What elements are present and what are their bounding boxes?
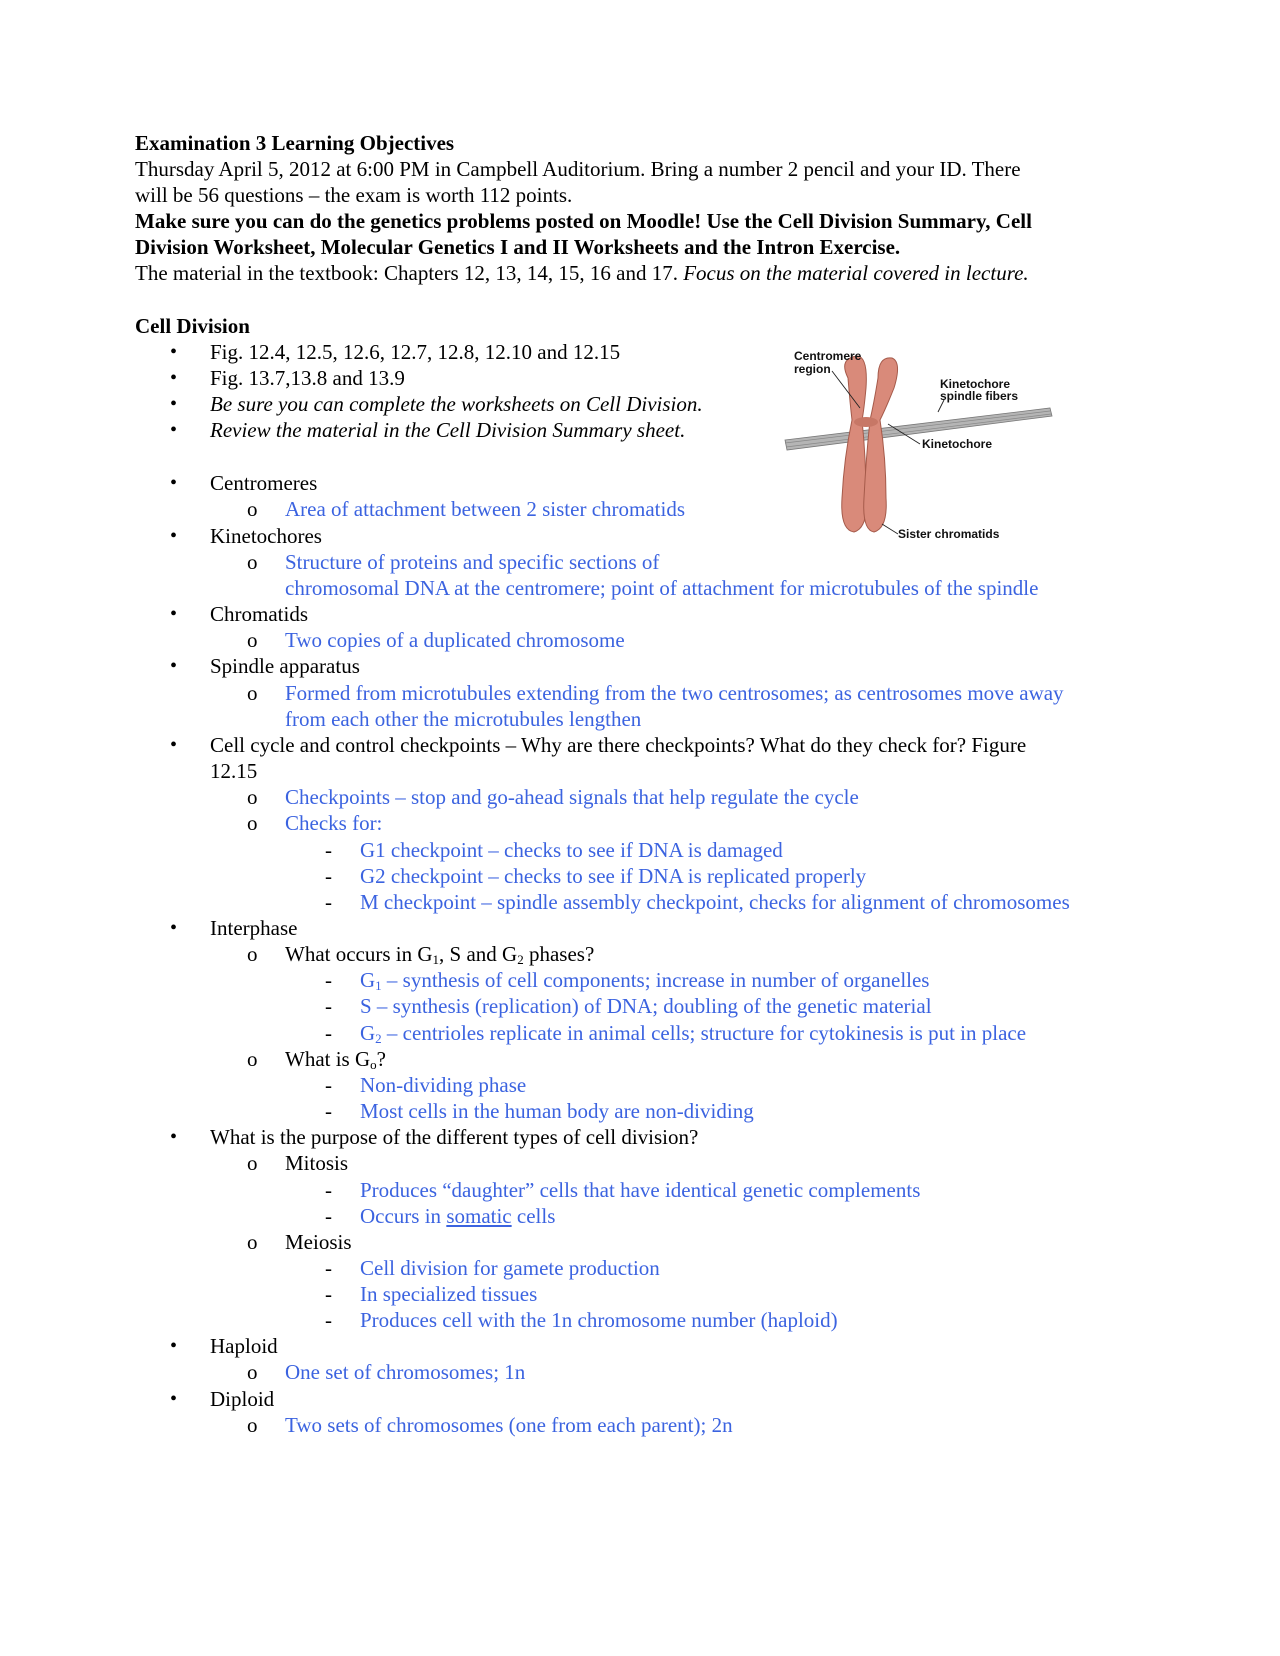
sub-bullet-icon: o bbox=[247, 497, 258, 521]
intro-item: Fig. 12.4, 12.5, 12.6, 12.7, 12.8, 12.10 and 12.15 bbox=[210, 340, 621, 364]
bullet-icon: • bbox=[170, 419, 178, 441]
sub-bullet-icon: o bbox=[247, 1151, 258, 1175]
bullet-icon: • bbox=[170, 655, 178, 677]
g0-question: What is $G_o$? bbox=[285, 1047, 386, 1072]
bullet-icon: • bbox=[170, 603, 178, 625]
dash-icon: - bbox=[325, 968, 332, 992]
sub-bullet-icon: o bbox=[247, 628, 258, 652]
sub-bullet-icon: o bbox=[247, 1413, 258, 1437]
moodle-note-line-1: Make sure you can do the genetics problems posted on Moodle! Use the Cell Division Summary, Cell bbox=[135, 209, 1032, 233]
meiosis-point-3: Produces cell with the 1n chromosome number (haploid) bbox=[360, 1308, 838, 1332]
bullet-icon: • bbox=[170, 1388, 178, 1410]
meiosis-point-2: In specialized tissues bbox=[360, 1282, 538, 1306]
sub-bullet-icon: o bbox=[247, 1230, 258, 1254]
g2-checkpoint: G2 checkpoint – checks to see if DNA is replicated properly bbox=[360, 864, 867, 888]
intro-item: Be sure you can complete the worksheets on Cell Division. bbox=[210, 392, 703, 416]
bullet-icon: • bbox=[170, 917, 178, 939]
dash-icon: - bbox=[325, 838, 332, 862]
g2-phase: $G_2$ – centrioles replicate in animal cells; structure for cytokinesis is put in place bbox=[360, 1021, 1027, 1046]
centromeres-definition: Area of attachment between 2 sister chromatids bbox=[285, 497, 686, 521]
s-phase: S – synthesis (replication) of DNA; doubling of the genetic material bbox=[360, 994, 932, 1018]
g1-phase: $G_1$ – synthesis of cell components; increase in number of organelles bbox=[360, 968, 930, 993]
intro-item: Fig. 13.7,13.8 and 13.9 bbox=[210, 366, 405, 390]
dash-icon: - bbox=[325, 994, 332, 1018]
material-note: The material in the textbook: Chapters 12, 13, 14, 15, 16 and 17. Focus on the material covered in lecture. bbox=[135, 261, 1029, 285]
section-title: Cell Division bbox=[135, 314, 250, 338]
exam-title: Examination 3 Learning Objectives bbox=[135, 131, 455, 155]
pointer-sister-chromatids bbox=[882, 524, 898, 534]
label-kinetochore: Kinetochore bbox=[922, 437, 993, 451]
term-centromeres: Centromeres bbox=[210, 471, 318, 495]
exam-info-line-2: will be 56 questions – the exam is worth 112 points. bbox=[135, 183, 573, 207]
term-chromatids: Chromatids bbox=[210, 602, 308, 626]
dash-icon: - bbox=[325, 1256, 332, 1280]
exam-info-line-1: Thursday April 5, 2012 at 6:00 PM in Campbell Auditorium. Bring a number 2 pencil and your ID. There bbox=[135, 157, 1021, 181]
checks-for: Checks for: bbox=[285, 811, 383, 835]
phases-question: What occurs in $G_1$, S and $G_2$ phases? bbox=[285, 942, 595, 967]
label-centromere-2: region bbox=[794, 362, 831, 376]
chromosome-figure bbox=[770, 348, 1070, 558]
spindle-definition-1: Formed from microtubules extending from the two centrosomes; as centrosomes move away bbox=[285, 681, 1064, 705]
term-meiosis: Meiosis bbox=[285, 1230, 352, 1254]
spindle-fibers bbox=[785, 408, 1052, 450]
term-kinetochores: Kinetochores bbox=[210, 524, 322, 548]
dash-icon: - bbox=[325, 1308, 332, 1332]
spindle-definition-2: from each other the microtubules lengthen bbox=[285, 707, 642, 731]
chromatids-definition: Two copies of a duplicated chromosome bbox=[285, 628, 625, 652]
cell-cycle-question-2: 12.15 bbox=[210, 759, 258, 783]
sub-bullet-icon: o bbox=[247, 1360, 258, 1384]
mitosis-point-2: Occurs in somatic cells bbox=[360, 1204, 556, 1228]
dash-icon: - bbox=[325, 1021, 332, 1045]
sub-bullet-icon: o bbox=[247, 811, 258, 835]
sub-bullet-icon: o bbox=[247, 1047, 258, 1071]
sub-bullet-icon: o bbox=[247, 785, 258, 809]
dash-icon: - bbox=[325, 864, 332, 888]
bullet-icon: • bbox=[170, 1335, 178, 1357]
term-mitosis: Mitosis bbox=[285, 1151, 349, 1175]
bullet-icon: • bbox=[170, 393, 178, 415]
intro-item: Review the material in the Cell Division Summary sheet. bbox=[210, 418, 686, 442]
chromosome-illustration bbox=[842, 356, 898, 532]
checkpoints-definition: Checkpoints – stop and go-ahead signals that help regulate the cycle bbox=[285, 785, 859, 809]
g1-checkpoint: G1 checkpoint – checks to see if DNA is damaged bbox=[360, 838, 783, 862]
moodle-note-line-2: Division Worksheet, Molecular Genetics I and II Worksheets and the Intron Exercise. bbox=[135, 235, 901, 259]
dash-icon: - bbox=[325, 890, 332, 914]
bullet-icon: • bbox=[170, 472, 178, 494]
term-diploid: Diploid bbox=[210, 1387, 275, 1411]
cell-cycle-question-1: Cell cycle and control checkpoints – Why are there checkpoints? What do they check for? Figure bbox=[210, 733, 1027, 757]
kinetochores-definition-2: chromosomal DNA at the centromere; point of attachment for microtubules of the spindle bbox=[285, 576, 1039, 600]
dash-icon: - bbox=[325, 1073, 332, 1097]
dash-icon: - bbox=[325, 1204, 332, 1228]
label-sister-chromatids: Sister chromatids bbox=[898, 527, 1000, 541]
meiosis-point-1: Cell division for gamete production bbox=[360, 1256, 660, 1280]
sub-bullet-icon: o bbox=[247, 681, 258, 705]
diploid-definition: Two sets of chromosomes (one from each parent); 2n bbox=[285, 1413, 733, 1437]
sub-bullet-icon: o bbox=[247, 942, 258, 966]
mitosis-point-1: Produces “daughter” cells that have identical genetic complements bbox=[360, 1178, 921, 1202]
kinetochores-definition-1: Structure of proteins and specific sections of bbox=[285, 550, 660, 574]
m-checkpoint: M checkpoint – spindle assembly checkpoint, checks for alignment of chromosomes bbox=[360, 890, 1070, 914]
bullet-icon: • bbox=[170, 341, 178, 363]
bullet-icon: • bbox=[170, 367, 178, 389]
g0-answer-1: Non-dividing phase bbox=[360, 1073, 527, 1097]
sub-bullet-icon: o bbox=[247, 550, 258, 574]
term-haploid: Haploid bbox=[210, 1334, 278, 1358]
bullet-icon: • bbox=[170, 525, 178, 547]
g0-answer-2: Most cells in the human body are non-dividing bbox=[360, 1099, 754, 1123]
bullet-icon: • bbox=[170, 1126, 178, 1148]
label-centromere-1: Centromere bbox=[794, 349, 862, 363]
purpose-question: What is the purpose of the different types of cell division? bbox=[210, 1125, 699, 1149]
label-kinetochore-spindle-1: Kinetochore bbox=[940, 377, 1011, 391]
dash-icon: - bbox=[325, 1099, 332, 1123]
term-spindle: Spindle apparatus bbox=[210, 654, 360, 678]
dash-icon: - bbox=[325, 1282, 332, 1306]
label-kinetochore-spindle-2: spindle fibers bbox=[940, 389, 1019, 403]
dash-icon: - bbox=[325, 1178, 332, 1202]
term-interphase: Interphase bbox=[210, 916, 298, 940]
haploid-definition: One set of chromosomes; 1n bbox=[285, 1360, 526, 1384]
bullet-icon: • bbox=[170, 734, 178, 756]
